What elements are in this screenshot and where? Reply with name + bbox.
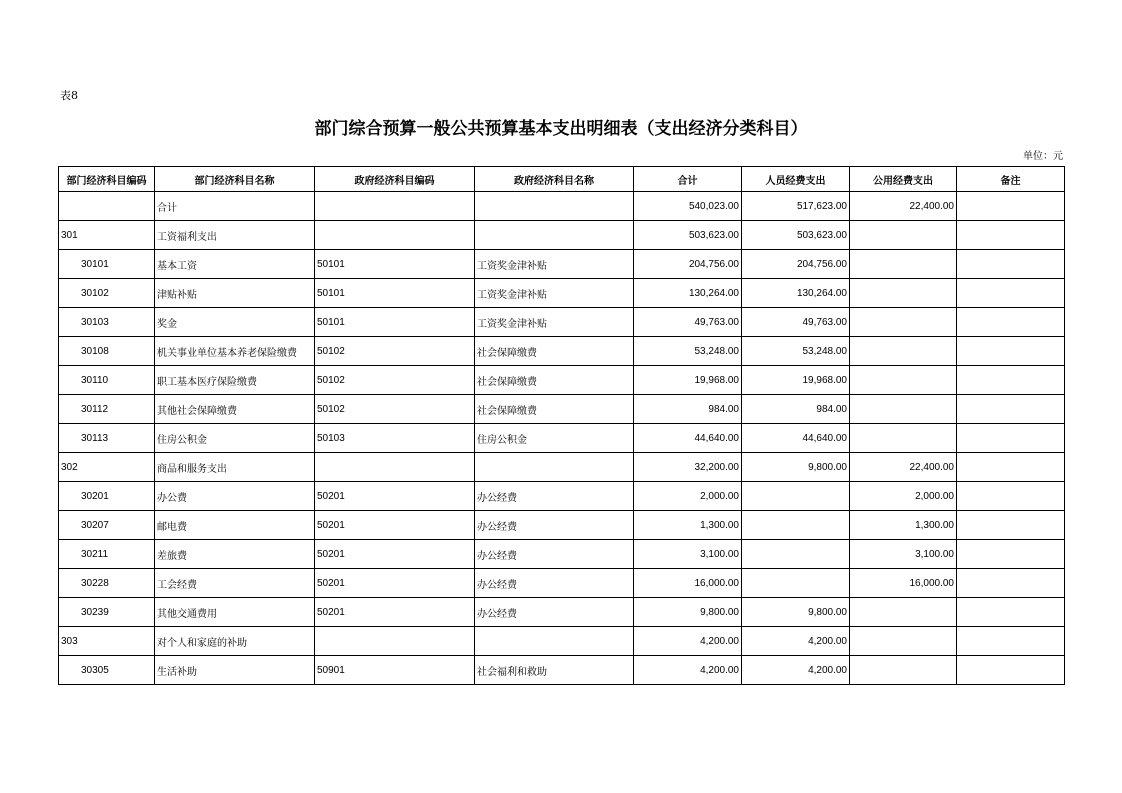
table-row xyxy=(59,221,1065,250)
cell-gov-code xyxy=(315,627,475,656)
cell-public: 2,000.00 xyxy=(850,482,957,511)
cell-note xyxy=(957,221,1065,250)
cell-gov-name xyxy=(475,221,634,250)
cell-public xyxy=(850,598,957,627)
cell-personnel: 53,248.00 xyxy=(742,337,850,366)
cell-total: 19,968.00 xyxy=(634,366,742,395)
cell-total: 4,200.00 xyxy=(634,656,742,685)
cell-personnel: 4,200.00 xyxy=(742,627,850,656)
cell-personnel: 49,763.00 xyxy=(742,308,850,337)
cell-note xyxy=(957,366,1065,395)
cell-note xyxy=(957,540,1065,569)
cell-dept-name: 工会经费 xyxy=(155,569,315,598)
cell-note xyxy=(957,279,1065,308)
header-gov-name: 政府经济科目名称 xyxy=(475,167,634,192)
unit-label: 单位：元 xyxy=(1023,151,1063,162)
cell-note xyxy=(957,453,1065,482)
cell-personnel: 44,640.00 xyxy=(742,424,850,453)
cell-dept-name: 津贴补贴 xyxy=(155,279,315,308)
cell-dept-name: 邮电费 xyxy=(155,511,315,540)
cell-note xyxy=(957,308,1065,337)
cell-total: 44,640.00 xyxy=(634,424,742,453)
cell-note xyxy=(957,482,1065,511)
cell-public: 16,000.00 xyxy=(850,569,957,598)
cell-gov-code: 50101 xyxy=(315,279,475,308)
cell-personnel xyxy=(742,540,850,569)
cell-personnel xyxy=(742,569,850,598)
cell-personnel xyxy=(742,511,850,540)
cell-total: 2,000.00 xyxy=(634,482,742,511)
cell-note xyxy=(957,424,1065,453)
cell-gov-code: 50101 xyxy=(315,250,475,279)
cell-total: 32,200.00 xyxy=(634,453,742,482)
cell-note xyxy=(957,598,1065,627)
header-dept-name: 部门经济科目名称 xyxy=(155,167,315,192)
table-row xyxy=(59,424,1065,453)
cell-gov-code xyxy=(315,453,475,482)
table-row xyxy=(59,395,1065,424)
cell-dept-name: 其他交通费用 xyxy=(155,598,315,627)
table-row xyxy=(59,337,1065,366)
cell-public: 22,400.00 xyxy=(850,192,957,221)
cell-total: 49,763.00 xyxy=(634,308,742,337)
cell-gov-name xyxy=(475,453,634,482)
cell-gov-code xyxy=(315,221,475,250)
cell-dept-name: 基本工资 xyxy=(155,250,315,279)
cell-total: 984.00 xyxy=(634,395,742,424)
cell-gov-code: 50103 xyxy=(315,424,475,453)
cell-note xyxy=(957,627,1065,656)
page-title: 部门综合预算一般公共预算基本支出明细表（支出经济分类科目） xyxy=(314,119,808,139)
cell-public: 22,400.00 xyxy=(850,453,957,482)
table-row xyxy=(59,540,1065,569)
cell-personnel: 9,800.00 xyxy=(742,453,850,482)
cell-gov-name: 工资奖金津补贴 xyxy=(475,308,634,337)
cell-dept-code: 30201 xyxy=(59,482,155,511)
cell-total: 4,200.00 xyxy=(634,627,742,656)
cell-public xyxy=(850,627,957,656)
cell-total: 204,756.00 xyxy=(634,250,742,279)
cell-gov-code: 50102 xyxy=(315,366,475,395)
cell-gov-code: 50102 xyxy=(315,337,475,366)
cell-dept-code: 30207 xyxy=(59,511,155,540)
cell-dept-name: 其他社会保障缴费 xyxy=(155,395,315,424)
cell-gov-code: 50102 xyxy=(315,395,475,424)
table-row xyxy=(59,598,1065,627)
header-public: 公用经费支出 xyxy=(850,167,957,192)
cell-gov-name: 办公经费 xyxy=(475,569,634,598)
cell-gov-name: 社会保障缴费 xyxy=(475,337,634,366)
cell-public xyxy=(850,308,957,337)
header-dept-code: 部门经济科目编码 xyxy=(59,167,155,192)
cell-dept-name: 职工基本医疗保险缴费 xyxy=(155,366,315,395)
cell-dept-name: 商品和服务支出 xyxy=(155,453,315,482)
cell-gov-name: 办公经费 xyxy=(475,511,634,540)
cell-total: 9,800.00 xyxy=(634,598,742,627)
cell-dept-code: 30305 xyxy=(59,656,155,685)
cell-dept-code: 30110 xyxy=(59,366,155,395)
cell-gov-name: 办公经费 xyxy=(475,482,634,511)
header-total: 合计 xyxy=(634,167,742,192)
cell-public xyxy=(850,279,957,308)
cell-dept-code: 303 xyxy=(59,627,155,656)
cell-gov-name: 办公经费 xyxy=(475,598,634,627)
table-row xyxy=(59,569,1065,598)
cell-dept-code: 30113 xyxy=(59,424,155,453)
cell-dept-name: 机关事业单位基本养老保险缴费 xyxy=(155,337,315,366)
cell-personnel: 517,623.00 xyxy=(742,192,850,221)
cell-dept-code: 30228 xyxy=(59,569,155,598)
cell-dept-code: 30108 xyxy=(59,337,155,366)
cell-dept-code: 30103 xyxy=(59,308,155,337)
cell-gov-name: 住房公积金 xyxy=(475,424,634,453)
cell-gov-name xyxy=(475,192,634,221)
table-row xyxy=(59,627,1065,656)
table-row xyxy=(59,250,1065,279)
cell-note xyxy=(957,395,1065,424)
cell-public xyxy=(850,656,957,685)
cell-total: 503,623.00 xyxy=(634,221,742,250)
cell-public xyxy=(850,250,957,279)
cell-gov-name: 工资奖金津补贴 xyxy=(475,279,634,308)
table-row xyxy=(59,308,1065,337)
cell-dept-code: 30102 xyxy=(59,279,155,308)
table-row xyxy=(59,453,1065,482)
table-row xyxy=(59,279,1065,308)
cell-total: 16,000.00 xyxy=(634,569,742,598)
cell-gov-code xyxy=(315,192,475,221)
table-id: 表8 xyxy=(60,89,78,102)
cell-gov-code: 50901 xyxy=(315,656,475,685)
cell-note xyxy=(957,569,1065,598)
cell-gov-code: 50201 xyxy=(315,540,475,569)
cell-public: 3,100.00 xyxy=(850,540,957,569)
cell-public xyxy=(850,337,957,366)
cell-dept-name: 奖金 xyxy=(155,308,315,337)
cell-dept-code: 301 xyxy=(59,221,155,250)
cell-personnel: 9,800.00 xyxy=(742,598,850,627)
cell-personnel xyxy=(742,482,850,511)
cell-total: 540,023.00 xyxy=(634,192,742,221)
cell-total: 130,264.00 xyxy=(634,279,742,308)
cell-public: 1,300.00 xyxy=(850,511,957,540)
header-row xyxy=(59,167,1065,192)
cell-gov-name: 社会保障缴费 xyxy=(475,395,634,424)
cell-dept-name: 对个人和家庭的补助 xyxy=(155,627,315,656)
cell-public xyxy=(850,424,957,453)
cell-dept-code: 30101 xyxy=(59,250,155,279)
cell-personnel: 19,968.00 xyxy=(742,366,850,395)
cell-dept-name: 住房公积金 xyxy=(155,424,315,453)
cell-gov-name: 社会保障缴费 xyxy=(475,366,634,395)
budget-table xyxy=(58,166,1065,685)
cell-public xyxy=(850,395,957,424)
cell-public xyxy=(850,366,957,395)
cell-gov-code: 50201 xyxy=(315,569,475,598)
cell-note xyxy=(957,250,1065,279)
cell-gov-name xyxy=(475,627,634,656)
cell-personnel: 503,623.00 xyxy=(742,221,850,250)
cell-note xyxy=(957,337,1065,366)
cell-dept-name: 工资福利支出 xyxy=(155,221,315,250)
table-row xyxy=(59,511,1065,540)
cell-dept-code xyxy=(59,192,155,221)
cell-note xyxy=(957,656,1065,685)
cell-dept-name: 办公费 xyxy=(155,482,315,511)
cell-dept-code: 30112 xyxy=(59,395,155,424)
cell-note xyxy=(957,192,1065,221)
header-personnel: 人员经费支出 xyxy=(742,167,850,192)
cell-dept-code: 30239 xyxy=(59,598,155,627)
cell-personnel: 204,756.00 xyxy=(742,250,850,279)
cell-personnel: 4,200.00 xyxy=(742,656,850,685)
cell-total: 3,100.00 xyxy=(634,540,742,569)
cell-gov-code: 50201 xyxy=(315,482,475,511)
cell-personnel: 984.00 xyxy=(742,395,850,424)
cell-dept-name: 生活补助 xyxy=(155,656,315,685)
table-row xyxy=(59,482,1065,511)
cell-gov-name: 办公经费 xyxy=(475,540,634,569)
cell-gov-name: 工资奖金津补贴 xyxy=(475,250,634,279)
cell-personnel: 130,264.00 xyxy=(742,279,850,308)
header-note: 备注 xyxy=(957,167,1065,192)
table-row xyxy=(59,192,1065,221)
cell-total: 53,248.00 xyxy=(634,337,742,366)
cell-gov-code: 50101 xyxy=(315,308,475,337)
cell-public xyxy=(850,221,957,250)
cell-dept-code: 30211 xyxy=(59,540,155,569)
header-gov-code: 政府经济科目编码 xyxy=(315,167,475,192)
cell-dept-name: 差旅费 xyxy=(155,540,315,569)
cell-dept-code: 302 xyxy=(59,453,155,482)
cell-gov-name: 社会福利和救助 xyxy=(475,656,634,685)
cell-gov-code: 50201 xyxy=(315,598,475,627)
table-row xyxy=(59,366,1065,395)
cell-gov-code: 50201 xyxy=(315,511,475,540)
table-row xyxy=(59,656,1065,685)
cell-dept-name: 合计 xyxy=(155,192,315,221)
cell-note xyxy=(957,511,1065,540)
cell-total: 1,300.00 xyxy=(634,511,742,540)
